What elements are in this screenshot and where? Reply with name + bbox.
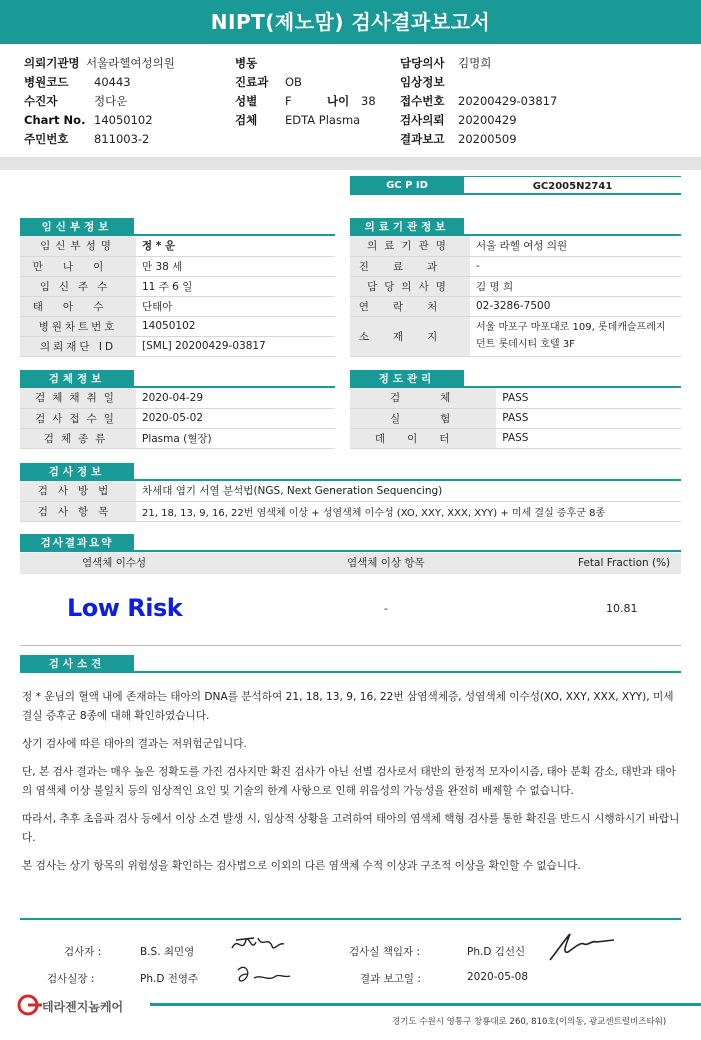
table-row — [20, 481, 681, 501]
lab-head-signature — [544, 928, 618, 966]
table-row — [20, 256, 335, 276]
table-row — [20, 501, 681, 521]
abnormal-items-value: - — [384, 602, 388, 615]
request-date-value: 20200429 — [458, 113, 517, 127]
fetal-fraction-value: 10.81 — [606, 602, 638, 615]
institution-info-table — [350, 236, 681, 357]
resident-no-label: 주민번호 — [24, 132, 69, 146]
fetus-count-label: 태아수 — [20, 296, 136, 316]
specimen-type-value: Plasma (혈장) — [136, 428, 335, 448]
qc-data-label: 데이터 — [350, 428, 496, 448]
test-info-table — [20, 481, 681, 522]
patient-value: 정다운 — [94, 94, 128, 108]
table-row — [350, 236, 681, 256]
company-name: 테라젠지놈케어 — [42, 1000, 124, 1014]
table-row — [350, 388, 681, 408]
hospital-name-label: 의뢰기관명 — [24, 56, 80, 70]
table-row — [350, 276, 681, 296]
report-title: NIPT(제노맘) 검사결과보고서 — [0, 0, 701, 44]
report-date-label: 결과보고 — [400, 132, 445, 146]
pregnant-age-value: 만 38 세 — [136, 256, 335, 276]
collection-date-label: 검체채취일 — [20, 388, 136, 408]
age-value: 38 — [361, 94, 376, 108]
address-line-1: 서울 마포구 마포대로 109, 롯데캐슬프레지 — [476, 322, 666, 333]
foundation-id-value: [SML] 20200429-03817 — [136, 336, 335, 356]
test-method-value: 차세대 염기 서열 분석법(NGS, Next Generation Sequencing) — [136, 481, 681, 501]
doctor-name-label: 담당의사명 — [350, 276, 470, 296]
gcp-id-value: GC2005N2741 — [464, 176, 681, 195]
doctor-name-value: 김 명 희 — [470, 276, 681, 296]
pregnant-info-table — [20, 236, 335, 357]
chart-number-label: 병원차트번호 — [20, 316, 136, 336]
institution-name-value: 서울 라헬 여성 의원 — [470, 236, 681, 256]
address-value — [470, 316, 681, 356]
findings-title: 검사소견 — [20, 655, 134, 673]
sex-label: 성별 — [235, 94, 258, 108]
findings-paragraph-2: 상기 검사에 따른 태아의 결과는 저위험군입니다. — [22, 738, 247, 750]
table-row — [350, 408, 681, 428]
table-row — [350, 316, 681, 356]
address-label: 소재지 — [350, 316, 470, 356]
doctor-value: 김명희 — [458, 56, 492, 70]
report-date-sig-value: 2020-05-08 — [467, 971, 529, 983]
footer-rule — [150, 1003, 701, 1006]
findings-paragraph-1: 정 * 운님의 혈액 내에 존재하는 태아의 DNA를 분석하여 21, 18, 13, 9, 16, 22번 삼염색체증, 성염색체 이수성(XO, XXY, XXX, XYY), 미세 결실 증후군 8종에 대해 확인하였습니다. — [22, 691, 674, 722]
specimen-info-table — [20, 388, 335, 449]
collection-date-value: 2020-04-29 — [136, 388, 335, 408]
fetal-fraction-col-header: Fetal Fraction (%) — [578, 557, 671, 569]
signature-rule — [20, 918, 681, 920]
director-label: 검사실장 : — [47, 973, 95, 985]
pregnant-info-title: 임신부정보 — [20, 218, 134, 236]
header-col-3 — [400, 54, 557, 154]
report-date-sig-label: 결과 보고일 : — [360, 973, 421, 985]
contact-label: 연락처 — [350, 296, 470, 316]
request-date-label: 검사의뢰 — [400, 113, 445, 127]
hospital-name-value: 서울라헬여성의원 — [86, 56, 175, 70]
test-method-label: 검사방법 — [20, 481, 136, 501]
header-divider — [0, 157, 701, 170]
receipt-no-value: 20200429-03817 — [458, 94, 558, 108]
chart-number-value: 14050102 — [136, 316, 335, 336]
gestation-value: 11 주 6 일 — [136, 276, 335, 296]
specimen-info-title: 검체정보 — [20, 370, 134, 388]
risk-result: Low Risk — [67, 594, 183, 622]
hospital-code-value: 40443 — [94, 75, 131, 89]
company-address: 경기도 수원시 영통구 창룡대로 260, 810호(이의동, 광교센트럴비즈타워) — [392, 1017, 667, 1027]
aneuploidy-col-header: 염색체 이수성 — [82, 557, 147, 569]
qc-specimen-label: 검체 — [350, 388, 496, 408]
abnormal-items-col-header: 염색체 이상 항목 — [347, 557, 425, 569]
gcp-id-box — [350, 176, 681, 195]
table-row — [20, 276, 335, 296]
pregnant-name-value: 정 * 운 — [136, 236, 335, 256]
findings-text — [22, 688, 684, 885]
summary-header — [20, 553, 681, 574]
summary-bottom-rule — [20, 645, 681, 646]
tester-name: B.S. 최민영 — [140, 946, 195, 958]
summary-rule — [20, 550, 681, 552]
department-value: OB — [285, 75, 302, 89]
hospital-code-label: 병원코드 — [24, 75, 69, 89]
table-row — [350, 428, 681, 448]
pregnant-age-label: 만나이 — [20, 256, 136, 276]
table-row — [20, 316, 335, 336]
header-col-2 — [235, 54, 376, 154]
lab-head-label: 검사실 책임자 : — [349, 946, 421, 958]
fetus-count-value: 단태아 — [136, 296, 335, 316]
qc-experiment-label: 실험 — [350, 408, 496, 428]
director-name: Ph.D 전영주 — [140, 973, 199, 985]
summary-title: 검사결과요약 — [20, 534, 134, 552]
foundation-id-label: 의뢰재단 ID — [20, 336, 136, 356]
findings-paragraph-3: 단, 본 검사 결과는 매우 높은 정확도를 가진 검사지만 확진 검사가 아닌 선별 검사로서 태반의 한정적 모자이시즘, 태아 분획 감소, 태반과 태아의 염색체 이상 불일치 등의 임상적인 요인 및 기술의 한계 사항으로 인해 위음성의 가능성을 완전히 배제할 수 없습니다. — [22, 766, 676, 797]
table-row — [20, 428, 335, 448]
department-label: 진료과 — [235, 75, 269, 89]
institution-name-label: 의료기관명 — [350, 236, 470, 256]
contact-value: 02-3286-7500 — [470, 296, 681, 316]
table-row — [20, 408, 335, 428]
table-row — [20, 336, 335, 356]
table-row — [350, 256, 681, 276]
doctor-label: 담당의사 — [400, 56, 445, 70]
patient-label: 수진자 — [24, 94, 58, 108]
receipt-no-label: 접수번호 — [400, 94, 445, 108]
gcp-id-label: GC P ID — [350, 176, 464, 195]
table-row — [20, 388, 335, 408]
institution-department-label: 진료과 — [350, 256, 470, 276]
director-signature — [232, 960, 292, 988]
tester-signature — [228, 930, 288, 960]
chart-no-value: 14050102 — [94, 113, 153, 127]
age-label: 나이 — [327, 94, 350, 108]
specimen-label: 검체 — [235, 113, 258, 127]
receipt-date-value: 2020-05-02 — [136, 408, 335, 428]
institution-info-title: 의료기관정보 — [350, 218, 464, 236]
test-items-label: 검사항목 — [20, 501, 136, 521]
qc-data-value: PASS — [496, 428, 681, 448]
institution-department-value: - — [470, 256, 681, 276]
sex-value: F — [285, 94, 292, 108]
qc-table — [350, 388, 681, 449]
tester-label: 검사자 : — [64, 946, 102, 958]
pregnant-name-label: 임신부성명 — [20, 236, 136, 256]
table-row — [20, 296, 335, 316]
report-date-value: 20200509 — [458, 132, 517, 146]
qc-specimen-value: PASS — [496, 388, 681, 408]
qc-title: 정도관리 — [350, 370, 464, 388]
findings-rule — [20, 671, 681, 673]
test-info-title: 검사정보 — [20, 463, 134, 481]
gestation-label: 임신주수 — [20, 276, 136, 296]
qc-experiment-value: PASS — [496, 408, 681, 428]
receipt-date-label: 검사접수일 — [20, 408, 136, 428]
address-line-2: 던트 롯데시티 호텔 3F — [476, 339, 575, 350]
specimen-value: EDTA Plasma — [285, 113, 361, 127]
resident-no-value: 811003-2 — [94, 132, 150, 146]
table-row — [20, 236, 335, 256]
test-items-value: 21, 18, 13, 9, 16, 22번 염색체 이상 + 성염색체 이수성 (XO, XXY, XXX, XYY) + 미세 결실 증후군 8종 — [136, 501, 681, 521]
chart-no-label: Chart No. — [24, 113, 86, 127]
findings-paragraph-5: 본 검사는 상기 항목의 위험성을 확인하는 검사법으로 이외의 다른 염색체 수적 이상과 구조적 이상을 확인할 수 없습니다. — [22, 860, 581, 872]
specimen-type-label: 검체종류 — [20, 428, 136, 448]
findings-paragraph-4: 따라서, 추후 초음파 검사 등에서 이상 소견 발생 시, 임상적 상황을 고려하여 태아의 염색체 핵형 검사를 통한 확진을 반드시 시행하시기 바랍니다. — [22, 813, 680, 844]
clinical-info-label: 임상정보 — [400, 75, 445, 89]
ward-label: 병동 — [235, 56, 258, 70]
lab-head-name: Ph.D 김선신 — [467, 946, 526, 958]
header-col-1 — [24, 54, 175, 154]
company-logo-icon — [17, 994, 43, 1016]
table-row — [350, 296, 681, 316]
